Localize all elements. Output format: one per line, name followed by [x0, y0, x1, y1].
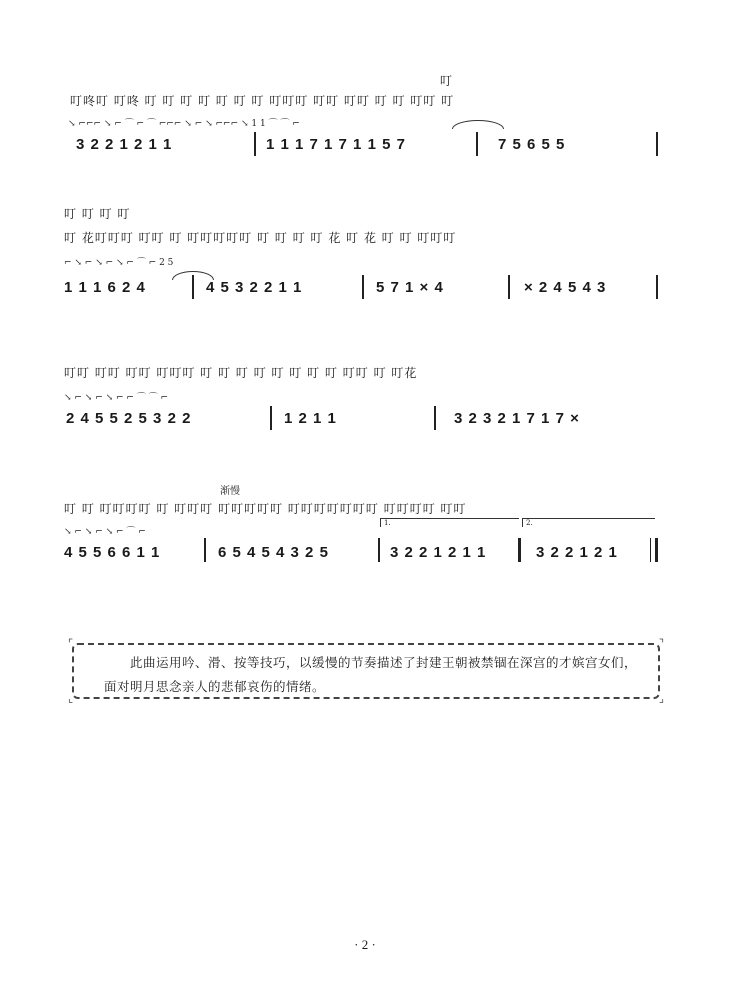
final-barline [650, 538, 658, 562]
page-number: · 2 · [354, 937, 376, 952]
upper-lyric-1: 叮 [440, 74, 454, 88]
score-system-2 [62, 205, 662, 305]
annotation-text [104, 651, 642, 699]
corner-ornament: ⌟ [658, 692, 664, 705]
ornament-marks-4: ↘ ⌐ ↘ ⌐ ↘ ⌐ ⌒ ⌐ [64, 527, 146, 537]
score-system-1 [62, 60, 662, 170]
measure-3-1: 2 4 5 5 2 5 3 2 2 [66, 410, 192, 427]
measure-2-1: 1 1 1 6 2 4 [64, 279, 146, 296]
volta-1-label: 1. [384, 519, 391, 527]
annotation-box [68, 637, 664, 705]
lyrics-line-3: 叮叮 叮叮 叮叮 叮叮叮 叮 叮 叮 叮 叮 叮 叮 叮 叮叮 叮 叮花 [64, 366, 418, 380]
measure-1-1: 3 2 2 1 2 1 1 [76, 136, 173, 153]
volta-2 [522, 518, 655, 527]
volta-2-label: 2. [526, 519, 533, 527]
ornament-marks-3: ↘ ⌐ ↘ ⌐ ↘ ⌐ ⌐ ⌒ ⌒ ⌐ [64, 393, 169, 403]
measure-2-4: × 2 4 5 4 3 [524, 279, 607, 296]
measure-3-2: 1 2 1 1 [284, 410, 337, 427]
barline [270, 406, 272, 430]
measure-3-3: 3 2 3 2 1 7 1 7 × [454, 410, 580, 427]
measure-2-3: 5 7 1 × 4 [376, 279, 444, 296]
barline [434, 406, 436, 430]
barline [192, 275, 194, 299]
measure-4-4: 3 2 2 1 2 1 [536, 544, 618, 561]
corner-ornament: ⌜ [68, 637, 74, 650]
ornament-marks-1: ↘ ⌐⌐⌐ ↘ ⌐ ⌒ ⌐ ⌒ ⌐⌐⌐ ↘ ⌐ ↘ ⌐⌐⌐ ↘ 1 1 ⌒ ⌒ ⌐ [68, 119, 300, 129]
lyrics-line-2: 叮 花叮叮叮 叮叮 叮 叮叮叮叮叮 叮 叮 叮 叮 花 叮 花 叮 叮 叮叮叮 [64, 231, 457, 245]
barline [508, 275, 510, 299]
barline [362, 275, 364, 299]
measure-2-2: 4 5 3 2 2 1 1 [206, 279, 303, 296]
volta-1 [380, 518, 519, 527]
measure-4-2: 6 5 4 5 4 3 2 5 [218, 544, 329, 561]
measure-4-1: 4 5 5 6 6 1 1 [64, 544, 161, 561]
ornament-marks-2: ⌐ ↘ ⌐ ↘ ⌐ ↘ ⌐ ⌒ ⌐ 2 5 [64, 258, 174, 268]
corner-ornament: ⌝ [658, 637, 664, 650]
measure-1-3: 7 5 6 5 5 [498, 136, 566, 153]
barline [378, 538, 380, 562]
barline [204, 538, 206, 562]
barline [254, 132, 256, 156]
lyrics-line-1: 叮咚叮 叮咚 叮 叮 叮 叮 叮 叮 叮 叮叮叮 叮叮 叮叮 叮 叮 叮叮 叮 [70, 94, 455, 108]
repeat-barline [518, 538, 521, 562]
lyrics-line-4: 叮 叮 叮叮叮叮 叮 叮叮叮 叮叮叮叮叮 叮叮叮叮叮叮叮 叮叮叮叮 叮叮 [64, 502, 467, 516]
measure-1-2: 1 1 1 7 1 7 1 1 5 7 [266, 136, 406, 153]
barline [656, 132, 658, 156]
tempo-marking: 渐慢 [220, 486, 240, 497]
score-system-4 [62, 480, 662, 590]
slur-mark [452, 120, 504, 129]
score-system-3 [62, 350, 662, 440]
annotation-body: 此曲运用吟、滑、按等技巧，以缓慢的节奏描述了封建王朝被禁锢在深宫的才嫔宫女们，面对明月思念亲人的悲郁哀伤的情绪。 [104, 655, 638, 694]
corner-ornament: ⌞ [68, 692, 74, 705]
measure-4-3: 3 2 2 1 2 1 1 [390, 544, 487, 561]
upper-lyric-2: 叮 叮 叮 叮 [64, 207, 131, 221]
barline [656, 275, 658, 299]
barline [476, 132, 478, 156]
